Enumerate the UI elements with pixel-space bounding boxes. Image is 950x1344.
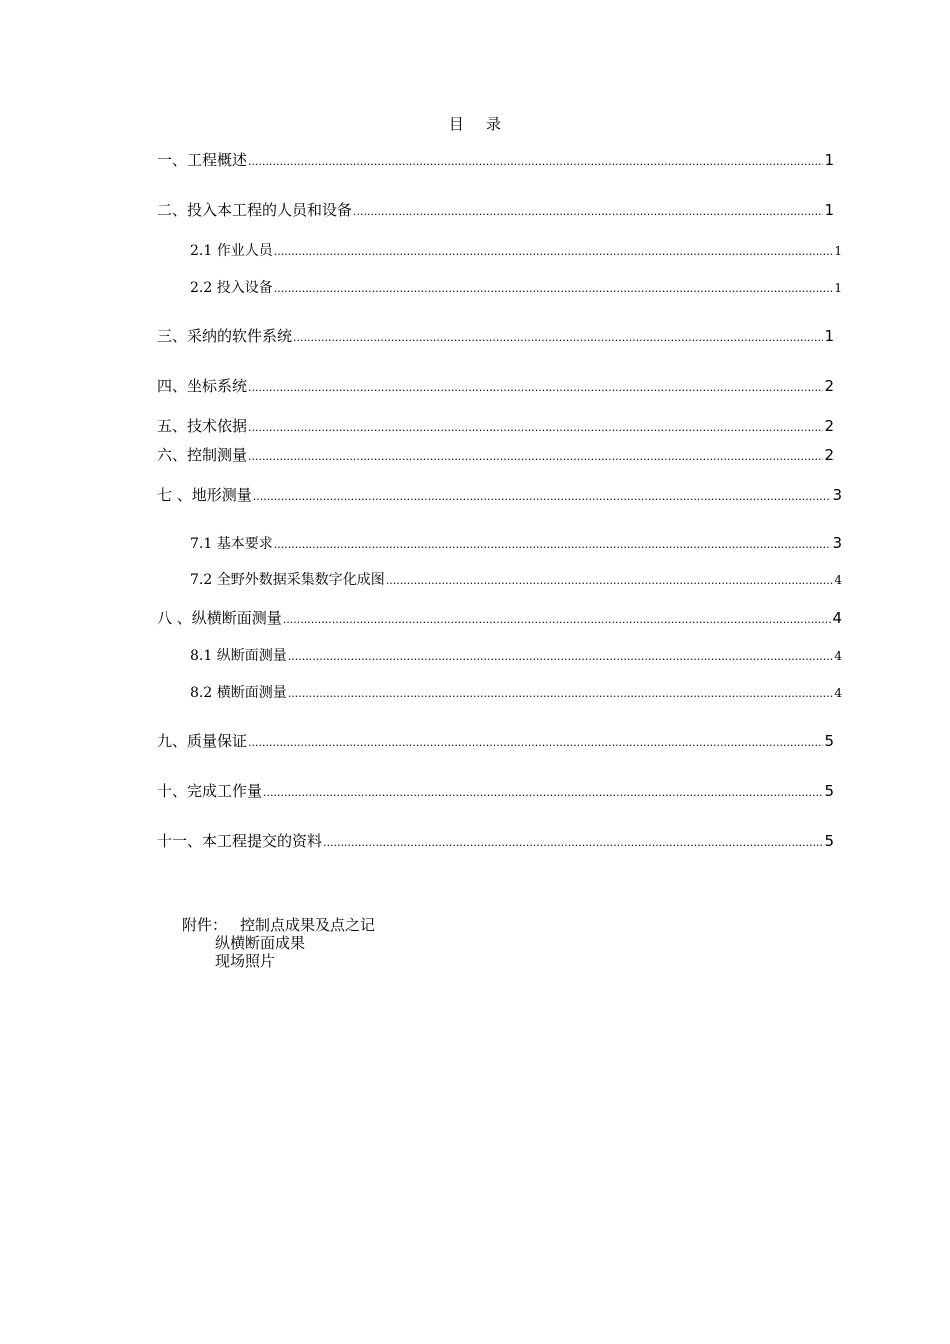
toc-title-right: 录: [486, 115, 502, 133]
toc-leader-dots: [274, 279, 834, 299]
toc-entry-label: 十一、本工程提交的资料: [157, 832, 323, 850]
toc-entry-8-1[interactable]: [190, 646, 842, 667]
toc-entry-label: 2.1 作业人员: [190, 243, 273, 259]
toc-entry-page: 1: [824, 327, 834, 345]
toc-entry-label: 2.2 投入设备: [190, 280, 273, 296]
attachment-item: 现场照片: [215, 952, 276, 970]
attachment-item: 控制点成果及点之记: [240, 916, 376, 934]
toc-entry-page: 2: [824, 377, 834, 395]
toc-entry-11[interactable]: [157, 831, 834, 853]
toc-leader-dots: [274, 535, 832, 555]
toc-leader-dots: [253, 487, 832, 507]
toc-entry-page: 3: [832, 534, 842, 552]
toc-entry-label: 8.2 横断面测量: [190, 685, 287, 701]
toc-entry-label: 五、技术依据: [157, 417, 248, 435]
attachments-block: [182, 916, 375, 970]
toc-leader-dots: [288, 647, 834, 667]
toc-entry-page: 1: [824, 201, 834, 219]
toc-entry-label: 十、完成工作量: [157, 782, 263, 800]
attachment-line-1: [182, 916, 375, 934]
toc-entry-page: 4: [834, 573, 842, 587]
toc-entry-7[interactable]: [157, 485, 842, 507]
toc-entry-label: 7.1 基本要求: [190, 536, 273, 552]
toc-leader-dots: [288, 684, 834, 704]
toc-entry-label: 七 、地形测量: [157, 486, 252, 504]
toc-title-left: 目: [448, 115, 464, 133]
toc-entry-page: 1: [834, 281, 842, 295]
toc-leader-dots: [248, 418, 823, 438]
toc-entry-7-1[interactable]: [190, 533, 842, 555]
toc-entry-2[interactable]: [157, 200, 834, 222]
toc-entry-9[interactable]: [157, 731, 834, 753]
toc-entry-label: 四、坐标系统: [157, 377, 248, 395]
toc-leader-dots: [353, 202, 823, 222]
toc-entry-label: 二、投入本工程的人员和设备: [157, 201, 353, 219]
toc-entry-8-2[interactable]: [190, 683, 842, 704]
toc-entry-3[interactable]: [157, 326, 834, 348]
toc-entry-2-1[interactable]: [190, 241, 842, 262]
toc-leader-dots: [248, 733, 823, 753]
toc-leader-dots: [386, 571, 834, 591]
toc-entry-page: 4: [832, 609, 842, 627]
toc-leader-dots: [274, 242, 834, 262]
toc-entry-6[interactable]: [157, 445, 834, 467]
toc-entry-page: 4: [834, 649, 842, 663]
attachments-label: 附件：: [182, 916, 228, 934]
toc-entry-label: 8.1 纵断面测量: [190, 648, 287, 664]
toc-entry-page: 1: [824, 151, 834, 169]
toc-entry-page: 1: [834, 244, 842, 258]
toc-entry-4[interactable]: [157, 376, 834, 398]
toc-entry-page: 5: [824, 782, 834, 800]
toc-entry-7-2[interactable]: [190, 570, 842, 591]
toc-entry-label: 三、采纳的软件系统: [157, 327, 293, 345]
toc-entry-10[interactable]: [157, 781, 834, 803]
toc-entry-8[interactable]: [157, 608, 842, 630]
toc-entry-label: 7.2 全野外数据采集数字化成图: [190, 572, 385, 588]
toc-entry-label: 九、质量保证: [157, 732, 248, 750]
toc-entry-label: 六、控制测量: [157, 446, 248, 464]
toc-entry-1[interactable]: [157, 150, 834, 172]
toc-entry-5[interactable]: [157, 416, 834, 438]
toc-entry-2-2[interactable]: [190, 278, 842, 299]
toc-entry-page: 2: [824, 446, 834, 464]
toc-entry-page: 2: [824, 417, 834, 435]
toc-leader-dots: [283, 610, 832, 630]
toc-leader-dots: [263, 783, 823, 803]
toc-entry-label: 八 、纵横断面测量: [157, 609, 282, 627]
toc-leader-dots: [293, 328, 823, 348]
toc-entry-page: 5: [824, 732, 834, 750]
toc-title: [0, 113, 950, 134]
toc-entry-page: 4: [834, 686, 842, 700]
toc-leader-dots: [248, 152, 823, 172]
toc-leader-dots: [248, 447, 823, 467]
toc-leader-dots: [323, 833, 823, 853]
toc-entry-page: 3: [832, 486, 842, 504]
attachment-item: 纵横断面成果: [215, 934, 306, 952]
toc-entry-label: 一、工程概述: [157, 151, 248, 169]
toc-leader-dots: [248, 378, 823, 398]
toc-entry-page: 5: [824, 832, 834, 850]
